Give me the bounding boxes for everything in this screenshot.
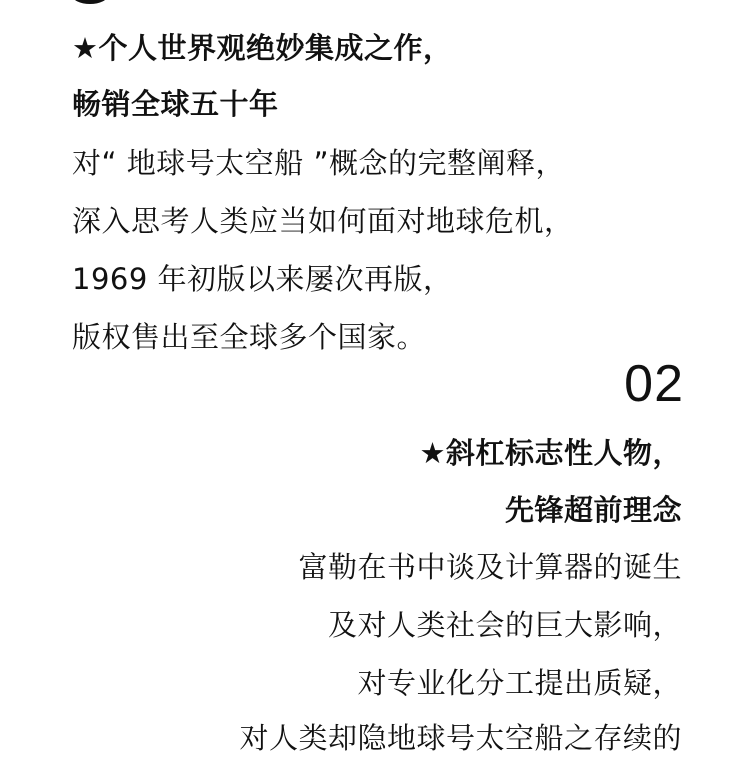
section1-body-line-3: 1969 年初版以来屡次再版， <box>72 262 453 296</box>
section1-body-line-4: 版权售出至全球多个国家。 <box>72 320 427 354</box>
section2-body-line-2: 及对人类社会的巨大影响， <box>327 608 682 642</box>
section1-highlight-line1: ★个人世界观绝妙集成之作， <box>72 31 453 65</box>
section1-highlight-line2: 畅销全球五十年 <box>72 87 279 121</box>
cropped-number-glyph <box>72 0 108 4</box>
section2-body-line-1: 富勒在书中谈及计算器的诞生 <box>298 550 682 584</box>
section1-body-line-1: 对“ 地球号太空船 ”概念的完整阐释， <box>72 146 565 180</box>
section2-highlight-line2: 先锋超前理念 <box>504 493 682 527</box>
section2-number: 02 <box>624 355 684 413</box>
section1-body-line-2: 深入思考人类应当如何面对地球危机， <box>72 204 574 238</box>
section2-highlight-line1: ★斜杠标志性人物， <box>419 436 682 470</box>
section2-body-line-3: 对专业化分工提出质疑， <box>357 666 682 700</box>
section2-body-line-4: 对人类却隐地球号太空船之存续的 <box>239 721 682 755</box>
